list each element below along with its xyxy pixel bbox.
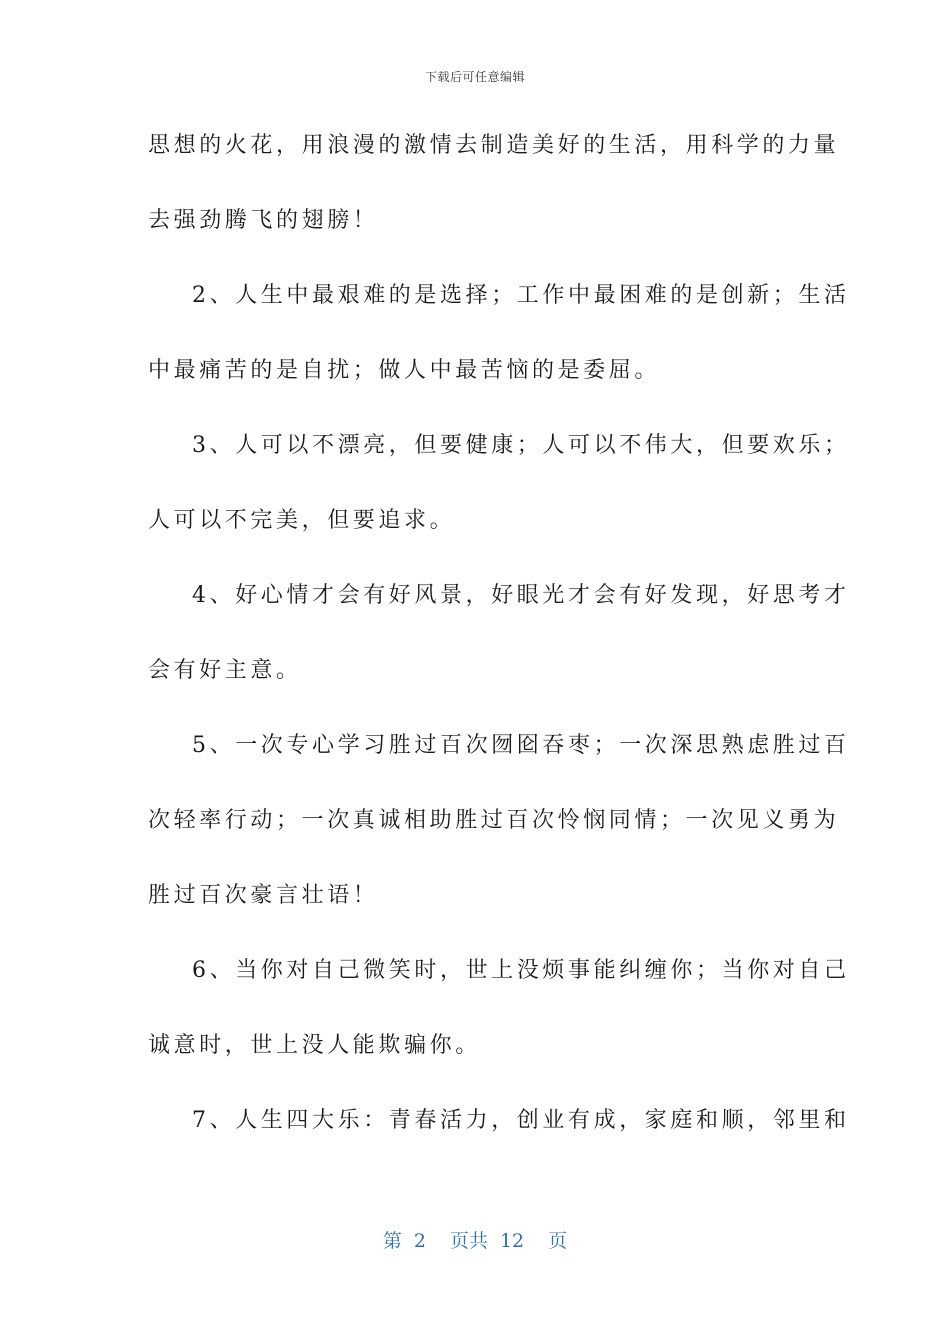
text-line: 4、好心情才会有好风景，好眼光才会有好发现，好思考才	[192, 583, 850, 608]
document-body	[148, 128, 850, 1178]
text-line: 诚意时，世上没人能欺骗你。	[148, 1033, 481, 1058]
text-line: 人可以不完美，但要追求。	[148, 508, 456, 533]
text-line: 胜过百次豪言壮语！	[148, 883, 379, 908]
text-line: 2、人生中最艰难的是选择；工作中最困难的是创新；生活	[192, 283, 850, 308]
text-line: 6、当你对自己微笑时，世上没烦事能纠缠你；当你对自己	[192, 958, 850, 983]
page-label-prefix: 第	[382, 1230, 402, 1252]
page-footer	[0, 1226, 950, 1253]
text-line: 中最痛苦的是自扰；做人中最苦恼的是委屈。	[148, 358, 661, 383]
text-line: 3、人可以不漂亮，但要健康；人可以不伟大，但要欢乐；	[192, 433, 850, 458]
page-label-mid: 页共	[449, 1230, 488, 1252]
page-label-suffix: 页	[548, 1230, 568, 1252]
text-line: 会有好主意。	[148, 658, 302, 683]
text-line: 思想的火花，用浪漫的激情去制造美好的生活，用科学的力量	[148, 133, 840, 158]
current-page-number: 2	[413, 1230, 426, 1252]
text-line: 7、人生四大乐：青春活力，创业有成，家庭和顺，邻里和	[192, 1108, 850, 1133]
header-note: 下载后可任意编辑	[424, 70, 525, 84]
text-line: 去强劲腾飞的翅膀！	[148, 208, 379, 233]
text-line: 次轻率行动；一次真诚相助胜过百次怜悯同情；一次见义勇为	[148, 808, 840, 833]
text-line: 5、一次专心学习胜过百次囫囵吞枣；一次深思熟虑胜过百	[192, 733, 850, 758]
total-pages-number: 12	[499, 1230, 525, 1252]
